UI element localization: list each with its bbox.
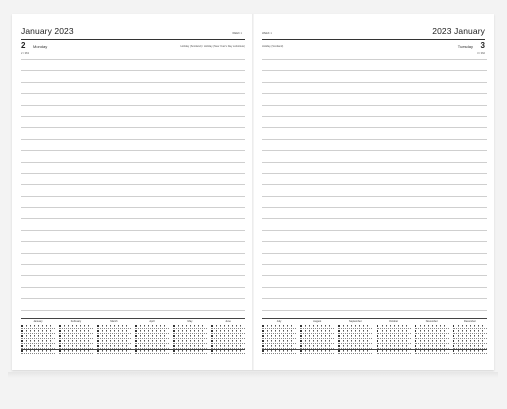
writing-line: [21, 116, 245, 117]
mini-month: [173, 319, 207, 349]
mini-month-name: November: [425, 320, 438, 323]
mini-month-name: August: [313, 320, 322, 323]
writing-lines: [21, 59, 245, 321]
writing-line: [262, 310, 487, 311]
writing-line: [262, 93, 487, 94]
mini-month-name: July: [276, 320, 282, 323]
writing-line: [262, 116, 487, 117]
writing-line: [262, 59, 487, 60]
day-name: Monday: [33, 44, 48, 49]
writing-line: [21, 207, 245, 208]
day-name: Tuesday: [457, 44, 473, 49]
right-page: [254, 14, 494, 370]
mini-month: [415, 319, 449, 349]
writing-line: [262, 139, 487, 140]
header-rule: [21, 39, 245, 40]
page-shadow: [8, 372, 498, 378]
writing-line: [21, 173, 245, 174]
mini-month: [453, 319, 487, 349]
writing-line: [21, 93, 245, 94]
holiday-note: Holiday (Scotland): [262, 45, 284, 48]
writing-line: [21, 70, 245, 71]
mini-month-name: April: [149, 320, 155, 323]
mini-month-name: December: [463, 320, 476, 323]
writing-line: [262, 230, 487, 231]
mini-month: [21, 319, 55, 349]
writing-line: [262, 287, 487, 288]
writing-line: [262, 162, 487, 163]
writing-lines: [262, 59, 487, 321]
calendar-bottom-rule: [262, 349, 487, 350]
writing-line: [262, 184, 487, 185]
writing-line: [21, 287, 245, 288]
writing-line: [262, 264, 487, 265]
calendar-bottom-rule: [21, 349, 245, 350]
writing-line: [21, 105, 245, 106]
writing-line: [262, 253, 487, 254]
writing-line: [21, 196, 245, 197]
writing-line: [262, 150, 487, 151]
writing-line: [21, 162, 245, 163]
writing-line: [21, 264, 245, 265]
writing-line: [21, 230, 245, 231]
writing-line: [262, 207, 487, 208]
left-page: [12, 14, 252, 370]
week-note: WEEK 1: [232, 32, 242, 35]
holiday-note: Holiday (Scotland) / Holiday (New Year's Day substitute): [180, 45, 245, 48]
writing-line: [262, 127, 487, 128]
writing-line: [21, 184, 245, 185]
writing-line: [21, 82, 245, 83]
week-note: WEEK 1: [262, 32, 272, 35]
day-number: 2: [21, 41, 26, 50]
header-rule: [262, 39, 485, 40]
mini-month: [262, 319, 296, 349]
mini-month: [211, 319, 245, 349]
mini-month: [338, 319, 372, 349]
writing-line: [262, 105, 487, 106]
mini-calendar-strip: [262, 318, 487, 349]
writing-line: [21, 241, 245, 242]
writing-line: [21, 139, 245, 140]
mini-month: [97, 319, 131, 349]
mini-month-name: September: [349, 320, 362, 323]
mini-month-name: May: [187, 320, 193, 323]
mini-month-name: January: [33, 320, 43, 323]
writing-line: [262, 82, 487, 83]
writing-line: [21, 253, 245, 254]
writing-line: [262, 218, 487, 219]
mini-month: [300, 319, 334, 349]
day-count: 3 / 362: [477, 52, 485, 55]
month-title: January 2023: [21, 26, 74, 36]
writing-line: [262, 70, 487, 71]
writing-line: [21, 310, 245, 311]
day-number: 3: [480, 41, 485, 50]
writing-line: [262, 241, 487, 242]
mini-month-name: October: [388, 320, 399, 323]
mini-month: [135, 319, 169, 349]
writing-line: [21, 127, 245, 128]
mini-month-name: February: [70, 320, 82, 323]
writing-line: [262, 196, 487, 197]
month-title: 2023 January: [432, 26, 485, 36]
day-count: 2 / 363: [21, 52, 29, 55]
mini-month-name: March: [110, 320, 118, 323]
writing-line: [21, 275, 245, 276]
writing-line: [262, 298, 487, 299]
writing-line: [21, 218, 245, 219]
writing-line: [21, 298, 245, 299]
mini-month: [59, 319, 93, 349]
writing-line: [262, 275, 487, 276]
writing-line: [21, 59, 245, 60]
mini-month-name: June: [225, 320, 231, 323]
writing-line: [262, 173, 487, 174]
diary-spread: [12, 14, 494, 370]
writing-line: [21, 150, 245, 151]
mini-calendar-strip: [21, 318, 245, 349]
mini-month: [377, 319, 411, 349]
